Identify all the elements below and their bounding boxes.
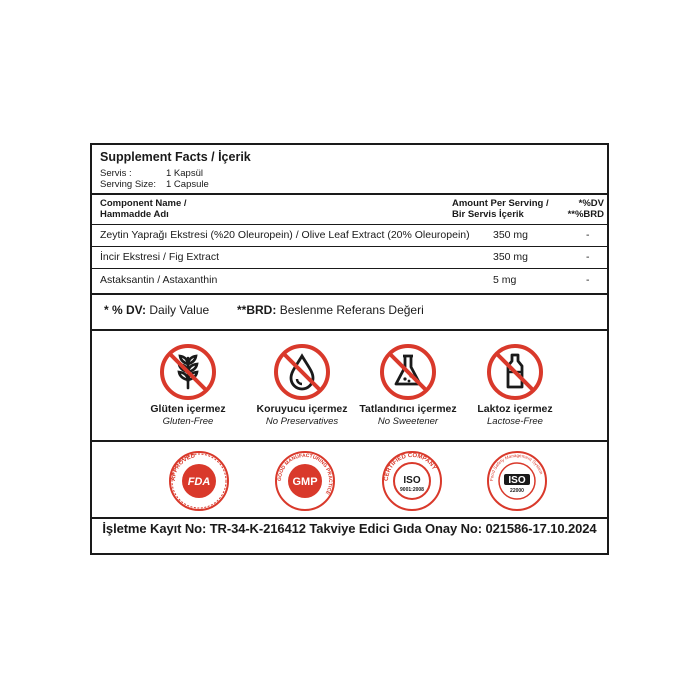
divider [92, 268, 607, 269]
column-header-component: Component Name / Hammadde Adı [100, 198, 187, 220]
iso-9001-ring-text: CERTIFIED COMPANY [383, 452, 437, 482]
no-sweetener-title: Tatlandırıcı içermez [359, 403, 457, 415]
registration-footer: İşletme Kayıt No: TR-34-K-216412 Takviye Edici Gıda Onay No: 021586-17.10.2024 [102, 521, 597, 536]
iso-22000-text: ISO [508, 475, 526, 486]
ingredient-name: Astaksantin / Astaxanthin [100, 274, 218, 286]
brd-note [237, 303, 424, 317]
ingredient-dv: - [586, 251, 590, 263]
bottle-icon [485, 342, 545, 402]
panel-title: Supplement Facts / İçerik [100, 150, 251, 164]
iso-9001-text: ISO [403, 475, 421, 486]
serving-size-value: 1 Capsule [166, 179, 209, 190]
divider [92, 224, 607, 225]
no-preservatives-title: Koruyucu içermez [256, 403, 348, 415]
iso-9001-seal [381, 450, 443, 512]
no-preservatives-subtitle: No Preservatives [265, 416, 339, 427]
lactose-free-title: Laktoz içermez [477, 403, 553, 415]
gluten-free-title: Glüten içermez [150, 403, 226, 415]
brd-key: **BRD: [237, 303, 277, 317]
drop-icon [272, 342, 332, 402]
gmp-seal-ring-text: GOOD MANUFACTURING PRACTICE [276, 452, 334, 496]
wheat-icon [158, 342, 218, 402]
column-header-dv: *%DV **%BRD [567, 198, 604, 220]
divider [92, 440, 607, 442]
fda-seal-text: FDA [187, 476, 211, 488]
divider [92, 246, 607, 247]
ingredient-name: İncir Ekstresi / Fig Extract [100, 251, 220, 263]
serving-size-line [100, 179, 209, 190]
divider [92, 293, 607, 295]
supplement-facts-panel [90, 143, 609, 555]
divider [92, 517, 607, 519]
dv-key: * % DV: [104, 303, 147, 317]
servis-line [100, 168, 203, 179]
iso-22000-seal [486, 450, 548, 512]
ingredient-amount: 350 mg [493, 229, 529, 241]
divider [92, 329, 607, 331]
servis-label: Servis : [100, 168, 132, 179]
ingredient-amount: 350 mg [493, 251, 529, 263]
ingredient-dv: - [586, 229, 590, 241]
no-sweetener-subtitle: No Sweetener [377, 416, 439, 427]
gmp-seal [274, 450, 336, 512]
gluten-free-subtitle: Gluten-Free [162, 416, 214, 427]
ingredient-dv: - [586, 274, 590, 286]
lactose-free-subtitle: Lactose-Free [487, 416, 543, 427]
ingredient-amount: 5 mg [493, 274, 517, 286]
dv-note [104, 303, 209, 317]
brd-value: Beslenme Referans Değeri [279, 303, 424, 317]
iso-22000-ring-text: Food Safety Management System [488, 452, 544, 482]
column-header-amount: Amount Per Serving / Bir Servis İçerik [452, 198, 549, 220]
fda-seal-ring-text: APPROVED [170, 453, 196, 482]
dv-value: Daily Value [149, 303, 210, 317]
serving-size-label: Serving Size: [100, 179, 156, 190]
fda-approved-seal [168, 450, 230, 512]
gmp-seal-text: GMP [292, 476, 318, 488]
divider [92, 193, 607, 195]
flask-icon [378, 342, 438, 402]
ingredient-name: Zeytin Yaprağı Ekstresi (%20 Oleuropein) / Olive Leaf Extract (20% Oleuropein) [100, 229, 470, 241]
iso-22000-subtext: 22000 [510, 488, 524, 494]
iso-9001-subtext: 9001:2008 [400, 487, 424, 493]
servis-value: 1 Kapsül [166, 168, 203, 179]
